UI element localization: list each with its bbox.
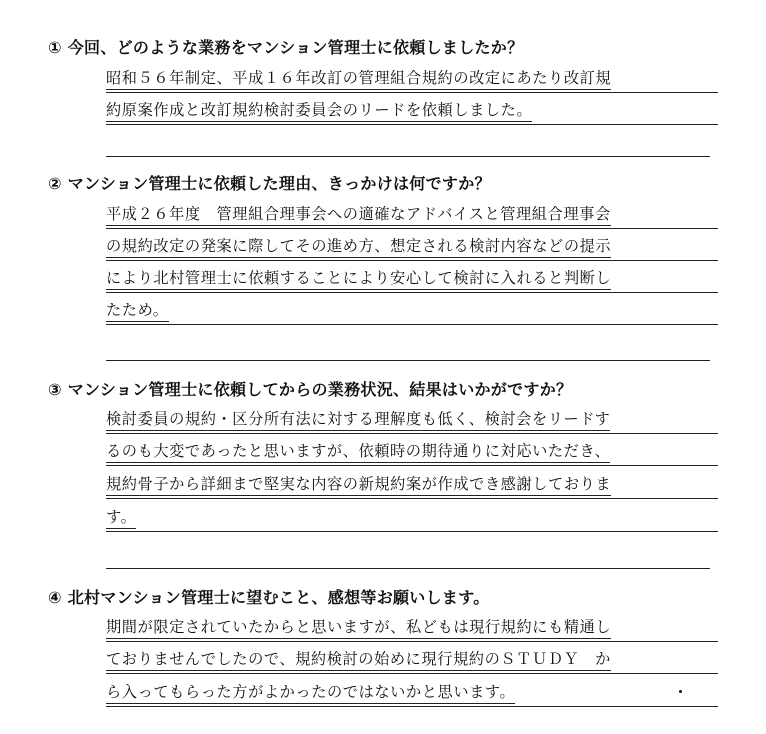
answer-text: ら入ってもらった方がよかったのではないかと思います。: [106, 681, 515, 704]
answer-3-line-2: [106, 435, 718, 466]
answer-3-line-1: [106, 403, 718, 434]
answer-text: により北村管理士に依頼することにより安心して検討に入れると判断し: [106, 267, 611, 290]
answer-text: ておりませんでしたので、規約検討の始めに現行規約のＳＴＵＤＹ か: [106, 648, 611, 671]
answer-text: 規約骨子から詳細まで堅実な内容の新規約案が作成でき感謝しておりま: [106, 473, 611, 496]
answer-2-line-2: [106, 230, 718, 261]
question-4: ④ 北村マンション管理士に望むこと、感想等お願いします。: [48, 588, 490, 607]
answer-3-line-3: [106, 468, 718, 499]
question-1: ① 今回、どのような業務をマンション管理士に依頼しましたか？: [48, 38, 524, 57]
answer-text: るのも大変であったと思いますが、依頼時の期待通りに対応いただき、: [106, 440, 610, 463]
answer-text: 期間が限定されていたからと思いますが、私どもは現行規約にも精通し: [106, 616, 611, 639]
answer-text: 昭和５６年制定、平成１６年改訂の管理組合規約の改定にあたり改訂規: [106, 67, 611, 90]
answer-text: 検討委員の規約・区分所有法に対する理解度も低く、検討会をリードす: [106, 408, 610, 431]
question-3: ③ マンション管理士に依頼してからの業務状況、結果はいかがですか？: [48, 380, 573, 399]
stray-dot: [679, 690, 682, 693]
answer-text: 約原案作成と改訂規約検討委員会のリードを依頼しました。: [106, 99, 532, 122]
answer-1-line-2: [106, 94, 718, 125]
answer-text: の規約改定の発案に際してその進め方、想定される検討内容などの提示: [106, 235, 611, 258]
blank-line: [106, 568, 710, 569]
answer-text: す。: [106, 506, 136, 529]
answer-4-line-1: [106, 611, 718, 642]
answer-text: たため。: [106, 299, 169, 322]
answer-4-line-2: [106, 643, 718, 674]
answer-2-line-1: [106, 198, 718, 229]
answer-3-line-4: [106, 501, 718, 532]
answer-text: 平成２６年度 管理組合理事会への適確なアドバイスと管理組合理事会: [106, 203, 611, 226]
blank-line: [106, 360, 710, 361]
answer-2-line-4: [106, 294, 718, 325]
answer-2-line-3: [106, 262, 718, 293]
answer-4-line-3: [106, 676, 718, 707]
question-2: ② マンション管理士に依頼した理由、きっかけは何ですか？: [48, 174, 491, 193]
answer-1-line-1: [106, 62, 718, 93]
blank-line: [106, 156, 710, 157]
